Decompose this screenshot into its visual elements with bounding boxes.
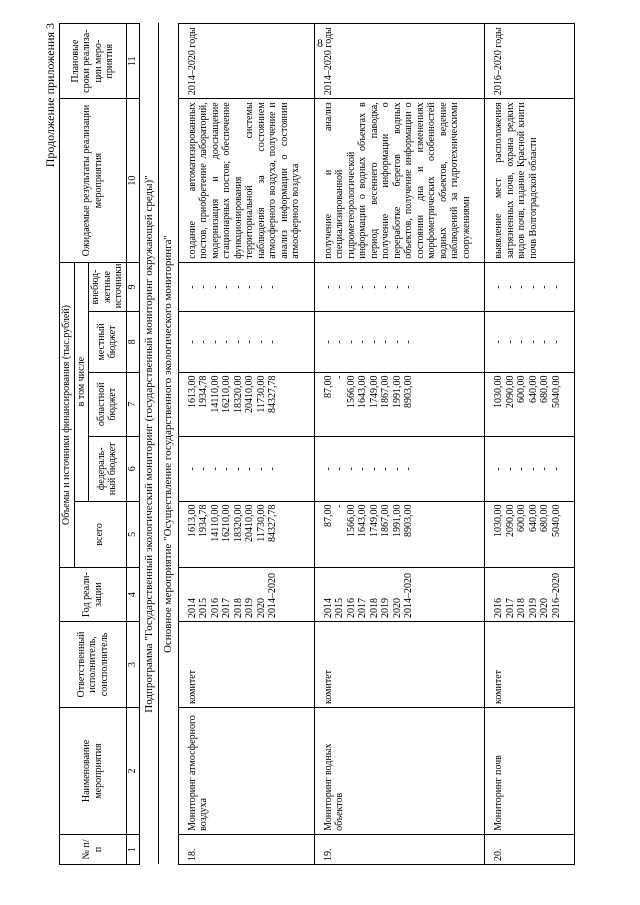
row-number: 19. [314,834,485,864]
regional-list [485,372,575,437]
year-list-value: 2016–2020 [550,572,562,618]
federal-list-value: - [267,467,279,471]
regional-list-value: 600,00 [516,375,528,404]
regional-list-value: 1566,00 [345,375,357,409]
header-federal: федераль-ный бюджет [89,437,127,502]
regional-list-value: 5040,00 [550,375,562,409]
regional-list-value: 1643,00 [357,375,369,409]
total-list-value: 1613,00 [186,504,198,538]
responsible-executor: комитет [485,621,575,707]
program-table [59,23,575,865]
subprogram-title: Подпрограмма "Государственный экологический мониторинг (государственный мониторинг окружающей среды)" [139,24,159,865]
header-total: всего [74,501,126,568]
extra-list-value: - [380,285,392,289]
total-list-value: 1991,00 [391,504,403,538]
extra-list-value: - [516,285,528,289]
local-list-value: - [357,340,369,344]
year-list-value: 2020 [539,597,551,618]
table-body [178,24,575,865]
regional-list-value: 1991,00 [391,375,403,409]
local-list-value: - [232,340,244,344]
total-list-value: 87,00 [322,504,334,528]
year-list-value: 2014–2020 [267,572,279,618]
regional-list-value: 2090,00 [504,375,516,409]
local-list-value: - [368,340,380,344]
year-list-value: 2019 [527,597,539,618]
total-list-value: 1749,00 [368,504,380,538]
year-list [485,568,575,622]
federal-list-value: - [198,467,210,471]
regional-list-value: 16210,00 [221,375,233,414]
total-list-value: 1643,00 [357,504,369,538]
total-list [314,501,485,568]
total-list-value: 1566,00 [345,504,357,538]
local-list-value: - [267,340,279,344]
regional-list-value: 11730,00 [255,375,267,413]
table-row [314,24,485,865]
responsible-executor: комитет [178,621,314,707]
local-list [314,312,485,372]
year-list-value: 2014 [186,597,198,618]
total-list-value: - [334,504,346,508]
regional-list-value: 87,00 [322,375,334,399]
extra-list-value: - [186,285,198,289]
year-list-value: 2019 [380,597,392,618]
extra-list-value: - [209,285,221,289]
federal-list-value: - [209,467,221,471]
year-list-value: 2014–2020 [403,572,415,618]
event-name: Мониторинг водных объектов [314,708,485,835]
extra-list-value: - [255,285,267,289]
subprogram-row [139,24,159,865]
row-number: 18. [178,834,314,864]
header-terms: Плановые сроки реализа-ции меро-приятия [60,24,127,99]
responsible-executor: комитет [314,621,485,707]
regional-list-value: 680,00 [539,375,551,404]
regional-list-value: 640,00 [527,375,539,404]
year-list-value: 2017 [357,597,369,618]
federal-list-value: - [380,467,392,471]
main-event-title: Основное мероприятие "Осуществление государственного экологического мониторинга" [159,24,179,865]
extra-list-value: - [527,285,539,289]
total-list-value: 600,00 [516,504,528,533]
row-number: 20. [485,834,575,864]
regional-list [314,372,485,437]
local-list-value: - [345,340,357,344]
extra-list-value: - [244,285,256,289]
local-list-value: - [550,340,562,344]
year-list-value: 2020 [391,597,403,618]
planned-terms: 2014–2020 годы [178,24,314,99]
total-list-value: 20410,00 [244,504,256,543]
extra-list-value: - [539,285,551,289]
total-list [178,501,314,568]
federal-list [314,437,485,502]
extra-list-value: - [334,285,346,289]
federal-list-value: - [403,467,415,471]
total-list-value: 1934,78 [198,504,210,538]
local-list-value: - [255,340,267,344]
local-list-value: - [209,340,221,344]
header-results: Ожидаемые результаты реализации мероприятия [60,99,127,262]
local-list-value: - [493,340,505,344]
header-regional: областной бюджет [89,372,127,437]
local-list-value: - [391,340,403,344]
federal-list-value: - [357,467,369,471]
total-list-value: 11730,00 [255,504,267,542]
total-list-value: 1867,00 [380,504,392,538]
extra-list [485,262,575,312]
federal-list-value: - [244,467,256,471]
header-name: Наименование мероприятия [60,708,127,835]
regional-list-value: - [334,375,346,379]
local-list-value: - [221,340,233,344]
year-list-value: 2017 [504,597,516,618]
extra-list-value: - [493,285,505,289]
year-list-value: 2017 [221,597,233,618]
header-responsible: Ответственный исполнитель, соисполнитель [60,621,127,707]
extra-list-value: - [267,285,279,289]
federal-list-value: - [221,467,233,471]
year-list-value: 2018 [368,597,380,618]
extra-list-value: - [221,285,233,289]
federal-list-value: - [516,467,528,471]
local-list-value: - [322,340,334,344]
local-list-value: - [504,340,516,344]
federal-list-value: - [334,467,346,471]
local-list-value: - [186,340,198,344]
extra-list-value: - [232,285,244,289]
year-list-value: 2015 [334,597,346,618]
year-list-value: 2016 [209,597,221,618]
local-list-value: - [244,340,256,344]
total-list-value: 5040,00 [550,504,562,538]
federal-list-value: - [322,467,334,471]
federal-list-value: - [527,467,539,471]
federal-list-value: - [550,467,562,471]
regional-list-value: 14110,00 [209,375,221,413]
extra-list-value: - [504,285,516,289]
federal-list-value: - [504,467,516,471]
event-name: Мониторинг почв [485,708,575,835]
event-name: Мониторинг атмосферного воздуха [178,708,314,835]
federal-list [178,437,314,502]
year-list-value: 2020 [255,597,267,618]
local-list-value: - [516,340,528,344]
rotated-table-page [39,23,599,865]
federal-list-value: - [232,467,244,471]
extra-list-value: - [322,285,334,289]
extra-list-value: - [550,285,562,289]
local-list [178,312,314,372]
continuation-note: Продолжение приложения 3 [43,23,57,168]
header-funding: Объемы и источники финансирования (тыс.рублей) [60,262,75,567]
planned-terms: 2016–2020 годы [485,24,575,99]
expected-results: создание автоматизированных постов, приобретение лабораторий, модернизация и дооснащение стационарных постов; обеспечение функционирования территориальной системы наблюдения за состоянием атмосферного воздуха, получение и анализ информации о состоянии атмосферного воздуха [178,99,314,262]
extra-list-value: - [403,285,415,289]
regional-list-value: 18320,00 [232,375,244,414]
regional-list-value: 1867,00 [380,375,392,409]
extra-list-value: - [357,285,369,289]
total-list-value: 14110,00 [209,504,221,542]
year-list-value: 2016 [493,597,505,618]
total-list-value: 1030,00 [493,504,505,538]
year-list-value: 2015 [198,597,210,618]
header-extra: внебюд-жетные источники [89,262,127,312]
federal-list-value: - [539,467,551,471]
header-year: Год реали-зации [60,568,127,622]
regional-list-value: 84327,78 [267,375,279,414]
table-row [178,24,314,865]
year-list-value: 2014 [322,597,334,618]
regional-list-value: 20410,00 [244,375,256,414]
federal-list-value: - [391,467,403,471]
planned-terms: 2014–2020 годы [314,24,485,99]
extra-list-value: - [391,285,403,289]
total-list-value: 640,00 [527,504,539,533]
table-row [485,24,575,865]
federal-list-value: - [255,467,267,471]
regional-list-value: 1030,00 [493,375,505,409]
year-list [178,568,314,622]
extra-list-value: - [368,285,380,289]
federal-list [485,437,575,502]
total-list-value: 680,00 [539,504,551,533]
local-list-value: - [380,340,392,344]
extra-list [178,262,314,312]
year-list-value: 2018 [516,597,528,618]
regional-list-value: 8903,00 [403,375,415,409]
header-num: № п/п [60,834,127,864]
page-number: 8 [317,36,323,50]
regional-list-value: 1934,78 [198,375,210,409]
local-list-value: - [198,340,210,344]
year-list-value: 2018 [232,597,244,618]
local-list-value: - [334,340,346,344]
local-list-value: - [539,340,551,344]
extra-list-value: - [345,285,357,289]
year-list-value: 2019 [244,597,256,618]
year-list-value: 2016 [345,597,357,618]
extra-list [314,262,485,312]
regional-list [178,372,314,437]
column-numbers-row: 1 2 3 4 5 6 7 8 9 10 11 [126,24,139,865]
local-list-value: - [403,340,415,344]
federal-list-value: - [368,467,380,471]
total-list-value: 2090,00 [504,504,516,538]
total-list [485,501,575,568]
total-list-value: 84327,78 [267,504,279,543]
local-list-value: - [527,340,539,344]
federal-list-value: - [186,467,198,471]
federal-list-value: - [345,467,357,471]
total-list-value: 16210,00 [221,504,233,543]
main-event-row [159,24,179,865]
federal-list-value: - [493,467,505,471]
year-list [314,568,485,622]
regional-list-value: 1613,00 [186,375,198,409]
header-local: местный бюджет [89,312,127,372]
expected-results: выявление мест расположения загрязненных почв, охрана редких видов почв, издание Красной книги почв Волгоградской области [485,99,575,262]
regional-list-value: 1749,00 [368,375,380,409]
total-list-value: 8903,00 [403,504,415,538]
local-list [485,312,575,372]
extra-list-value: - [198,285,210,289]
total-list-value: 18320,00 [232,504,244,543]
expected-results: получение и анализ специализированной гидрометеорологической информации о водных объектах в период весеннего паводка, получение информации о переработке берегов водных объектов, получение информации о состоянии дна и изменениях морфометрических особенностей водных объектов, ведение наблюдений за гидротехническими сооружениями [314,99,485,262]
header-including: в том числе [74,262,89,501]
